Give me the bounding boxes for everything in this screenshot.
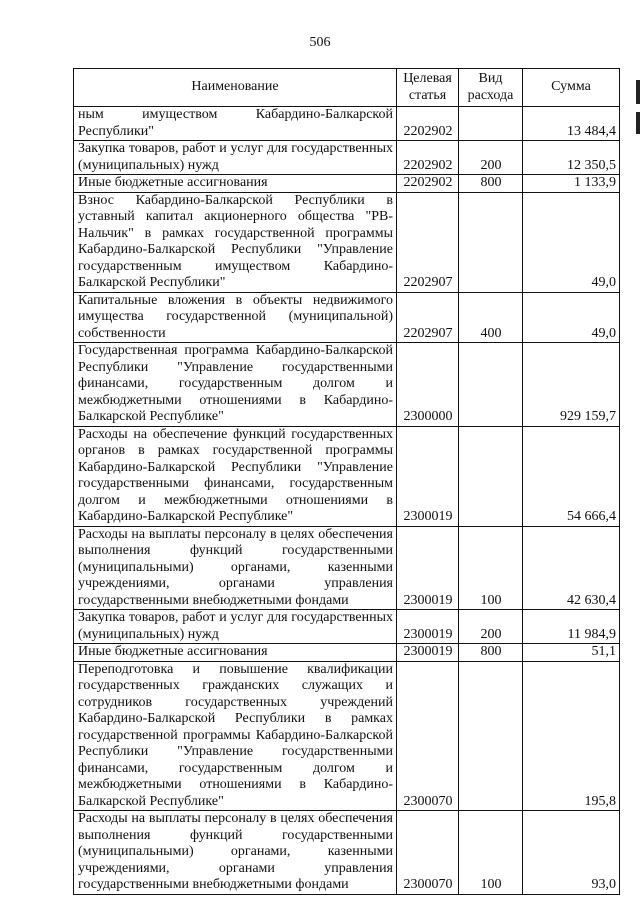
row-type: 200	[459, 610, 523, 644]
row-type: 800	[459, 644, 523, 662]
row-sum: 13 484,4	[523, 107, 620, 141]
row-code: 2202907	[397, 292, 459, 343]
row-type	[459, 107, 523, 141]
table-row	[74, 811, 620, 895]
row-code: 2300070	[397, 811, 459, 895]
row-name: Закупка товаров, работ и услуг для государственных (муниципальных) нужд	[74, 141, 397, 175]
row-sum: 49,0	[523, 192, 620, 292]
page-number: 506	[309, 35, 331, 50]
row-type: 200	[459, 141, 523, 175]
row-name: Расходы на выплаты персоналу в целях обеспечения выполнения функций государственными (муниципальными) органами, казенными учреждениями, органами управления государственными внебюджетными фондами	[74, 811, 397, 895]
row-code: 2202902	[397, 175, 459, 193]
row-code: 2202902	[397, 107, 459, 141]
row-name: Иные бюджетные ассигнования	[74, 644, 397, 662]
row-sum: 11 984,9	[523, 610, 620, 644]
table-row	[74, 107, 620, 141]
row-code: 2202907	[397, 192, 459, 292]
row-sum: 929 159,7	[523, 343, 620, 427]
row-name: Расходы на выплаты персоналу в целях обеспечения выполнения функций государственными (муниципальными) органами, казенными учреждениями, органами управления государственными внебюджетными фондами	[74, 526, 397, 610]
budget-table	[73, 68, 620, 895]
row-code: 2300019	[397, 610, 459, 644]
row-sum: 12 350,5	[523, 141, 620, 175]
table-row	[74, 661, 620, 811]
row-type: 100	[459, 526, 523, 610]
table-row	[74, 141, 620, 175]
row-code: 2300000	[397, 343, 459, 427]
table-row	[74, 192, 620, 292]
row-sum: 49,0	[523, 292, 620, 343]
header-code: Целевая статья	[397, 69, 459, 107]
row-name: Капитальные вложения в объекты недвижимого имущества государственной (муниципальной) собственности	[74, 292, 397, 343]
row-sum: 1 133,9	[523, 175, 620, 193]
row-name: Взнос Кабардино-Балкарской Республики в уставный капитал акционерного общества "РВ-Нальчик" в рамках государственной программы Кабардино-Балкарской Республики "Управление государственным имуществом Кабардино-Балкарской Республики"	[74, 192, 397, 292]
table-row	[74, 526, 620, 610]
row-name: Переподготовка и повышение квалификации государственных гражданских служащих и сотрудников государственных учреждений Кабардино-Балкарской Республики в рамках государственной программы Кабардино-Балкарской Республики "Управление государственными финансами, государственным долгом и межбюджетными отношениями в Кабардино-Балкарской Республике"	[74, 661, 397, 811]
row-type	[459, 343, 523, 427]
scan-edge-mark	[636, 80, 640, 104]
table-row	[74, 292, 620, 343]
table-row	[74, 343, 620, 427]
row-sum: 54 666,4	[523, 426, 620, 526]
header-name: Наименование	[74, 69, 397, 107]
table-body	[74, 107, 620, 895]
table-row	[74, 644, 620, 662]
row-code: 2300019	[397, 426, 459, 526]
table-row	[74, 175, 620, 193]
table-header-row	[74, 69, 620, 107]
scan-edge-mark	[636, 112, 640, 134]
row-type: 100	[459, 811, 523, 895]
row-code: 2300019	[397, 644, 459, 662]
row-sum: 195,8	[523, 661, 620, 811]
row-code: 2300070	[397, 661, 459, 811]
row-type	[459, 661, 523, 811]
row-type: 400	[459, 292, 523, 343]
header-type: Вид расхода	[459, 69, 523, 107]
row-name: ным имуществом Кабардино-Балкарской Республики"	[74, 107, 397, 141]
header-sum: Сумма	[523, 69, 620, 107]
row-name: Иные бюджетные ассигнования	[74, 175, 397, 193]
row-code: 2300019	[397, 526, 459, 610]
row-name: Расходы на обеспечение функций государственных органов в рамках государственной программы Кабардино-Балкарской Республики "Управление государственными финансами, государственным долгом и межбюджетными отношениями в Кабардино-Балкарской Республике"	[74, 426, 397, 526]
row-name: Государственная программа Кабардино-Балкарской Республики "Управление государственными финансами, государственным долгом и межбюджетными отношениями в Кабардино-Балкарской Республике"	[74, 343, 397, 427]
row-code: 2202902	[397, 141, 459, 175]
row-sum: 42 630,4	[523, 526, 620, 610]
row-type: 800	[459, 175, 523, 193]
row-sum: 93,0	[523, 811, 620, 895]
row-type	[459, 426, 523, 526]
table-row	[74, 610, 620, 644]
row-name: Закупка товаров, работ и услуг для государственных (муниципальных) нужд	[74, 610, 397, 644]
table-row	[74, 426, 620, 526]
row-type	[459, 192, 523, 292]
row-sum: 51,1	[523, 644, 620, 662]
